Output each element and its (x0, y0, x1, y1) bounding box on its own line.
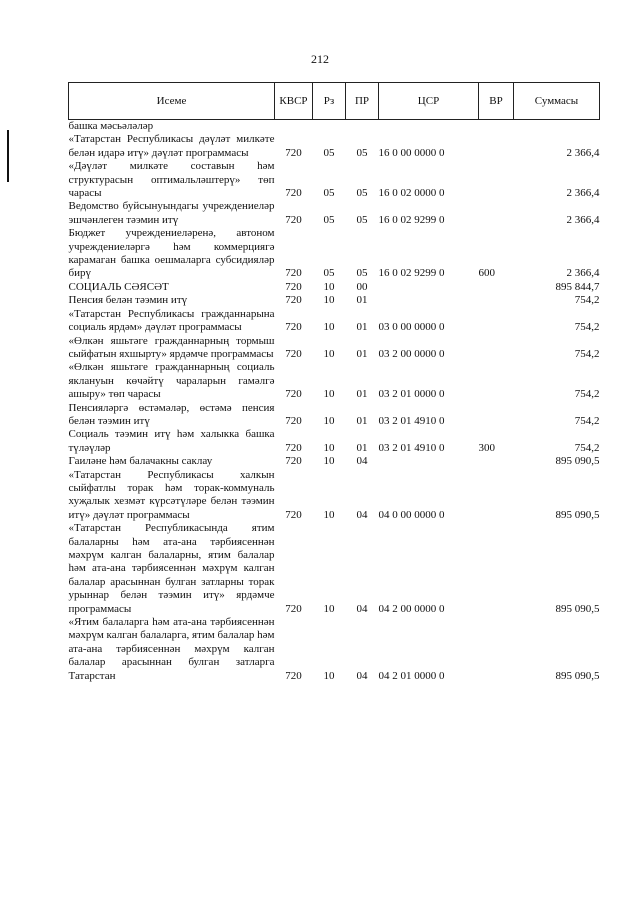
row-pr: 01 (356, 388, 368, 401)
row-rz: 10 (323, 414, 335, 427)
row-sum: 2 366,4 (566, 267, 600, 280)
row-sum: 754,2 (574, 321, 600, 334)
row-sum: 895 090,5 (555, 602, 600, 615)
row-pr: 05 (356, 267, 368, 280)
table-row (69, 200, 600, 227)
row-vr (479, 120, 514, 134)
row-sum: 895 844,7 (555, 280, 600, 293)
row-kvsr: 720 (285, 187, 302, 200)
row-vr (479, 200, 514, 227)
table-row (69, 160, 600, 200)
row-rz: 05 (323, 146, 335, 159)
row-csr: 03 2 01 4910 0 (378, 414, 445, 427)
row-kvsr: 720 (285, 321, 302, 334)
row-csr: 16 0 00 0000 0 (378, 146, 445, 159)
row-name: «Дәүләт милкәте составын һәм структурасын оптимальләштерү» төп чарасы (68, 160, 275, 200)
table-row (69, 133, 600, 160)
row-vr (479, 281, 514, 294)
row-csr: 04 0 00 0000 0 (378, 508, 445, 521)
row-vr (479, 402, 514, 429)
row-vr (479, 160, 514, 200)
row-name: «Ятим балаларга һәм ата-ана тәрбиясеннән мәхрүм калган балаларга, ятим балалар һәм ата-ана тәрбиясеннән мәхрүм калган балалар арасыннан булган затларга Татарстан (68, 616, 275, 682)
row-vr (479, 522, 514, 616)
row-kvsr: 720 (285, 602, 302, 615)
row-rz: 10 (323, 669, 335, 682)
row-kvsr: 720 (285, 294, 302, 307)
row-kvsr: 720 (285, 146, 302, 159)
row-name: «Өлкән яшьтәге гражданнарның тормыш сыйфатын яхшырту» ярдәмче программасы (68, 334, 275, 360)
row-sum: 895 090,5 (555, 508, 600, 521)
row-sum: 895 090,5 (555, 455, 600, 468)
table-row (69, 281, 600, 294)
row-sum: 2 366,4 (566, 146, 600, 159)
row-pr: 05 (356, 187, 368, 200)
row-pr: 00 (356, 280, 368, 293)
row-vr: 600 (478, 267, 495, 280)
row-name: «Татарстан Республикасы халкын сыйфатлы торак һәм торак-коммуналь хуҗалык хезмәт күрсәтүләре белән тәэмин итү» дәүләт программасы (68, 468, 275, 521)
row-rz (313, 120, 346, 134)
row-pr: 01 (356, 441, 368, 454)
column-header-kvsr: КВСР (275, 83, 313, 120)
row-pr: 05 (356, 213, 368, 226)
row-vr: 300 (478, 441, 495, 454)
table-row (69, 522, 600, 616)
row-vr (479, 469, 514, 523)
row-name: Пенсияләргә өстәмәләр, өстәмә пенсия белән тәэмин итү (68, 401, 275, 427)
table-header-row (69, 83, 600, 120)
row-kvsr: 720 (285, 213, 302, 226)
table-row (69, 335, 600, 362)
row-sum: 754,2 (574, 388, 600, 401)
table-row (69, 227, 600, 281)
row-rz: 05 (323, 187, 335, 200)
row-csr: 16 0 02 9299 0 (378, 267, 445, 280)
row-name: Бюджет учреждениеләренә, автоном учреждениеләргә һәм коммерциягә карамаган башка оешмаларга субсидияләр бирү (68, 227, 275, 280)
row-name: «Татарстан Республикасы гражданнарына социаль ярдәм» дәүләт программасы (68, 307, 275, 334)
row-rz: 10 (323, 347, 335, 360)
row-csr (379, 455, 479, 468)
row-kvsr (275, 120, 313, 134)
row-rz: 05 (323, 267, 335, 280)
row-vr (479, 308, 514, 335)
row-vr (479, 294, 514, 307)
row-pr: 05 (356, 146, 368, 159)
row-pr (346, 120, 379, 134)
row-name: «Өлкән яшьтәге гражданнарның социаль яклануын көчәйтү чараларын гамәлгә ашыру» төп чарасы (68, 361, 275, 401)
row-kvsr: 720 (285, 388, 302, 401)
row-vr (479, 133, 514, 160)
row-vr (479, 455, 514, 468)
row-name: Пенсия белән тәэмин итү (68, 294, 188, 307)
row-sum: 754,2 (574, 347, 600, 360)
row-csr (379, 281, 479, 294)
row-csr: 16 0 02 9299 0 (378, 213, 445, 226)
row-csr: 04 2 00 0000 0 (378, 602, 445, 615)
row-vr (479, 616, 514, 683)
table-row (69, 469, 600, 523)
row-rz: 10 (323, 294, 335, 307)
row-csr: 16 0 02 0000 0 (378, 187, 445, 200)
row-vr (479, 361, 514, 401)
row-rz: 10 (323, 388, 335, 401)
column-header-csr: ЦСР (379, 83, 479, 120)
row-name: «Татарстан Республикасы дәүләт милкәте белән идарә итү» дәүләт программасы (68, 133, 275, 159)
table-row (69, 294, 600, 307)
table-row (69, 455, 600, 468)
row-rz: 10 (323, 455, 335, 468)
row-name: Социаль тәэмин итү һәм халыкка башка түләүләр (68, 428, 275, 454)
row-name: Гаиләне һәм балачакны саклау (68, 455, 213, 468)
row-pr: 04 (356, 508, 368, 521)
table-row (69, 428, 600, 455)
row-kvsr: 720 (285, 414, 302, 427)
row-name: «Татарстан Республикасында ятим балаларны һәм ата-ана тәрбиясеннән мәхрүм калган балаларны, ятим балалар һәм ата-ана тәрбиясеннән мәхрүм калган балалар арасыннан булган затларны торак урыннар белән тәэмин итү» ярдәмче программасы (68, 522, 275, 615)
row-kvsr: 720 (285, 280, 302, 293)
row-sum: 2 366,4 (566, 187, 600, 200)
row-sum: 754,2 (574, 414, 600, 427)
row-sum: 754,2 (574, 441, 600, 454)
row-kvsr: 720 (285, 347, 302, 360)
row-pr: 01 (356, 294, 368, 307)
column-header-name: Исеме (69, 83, 275, 120)
column-header-sum: Суммасы (514, 83, 600, 120)
table-row (69, 120, 600, 134)
row-pr: 04 (356, 669, 368, 682)
row-pr: 04 (356, 455, 368, 468)
scan-edge-mark (7, 130, 9, 182)
row-rz: 10 (323, 441, 335, 454)
row-sum: 754,2 (574, 294, 600, 307)
row-rz: 10 (323, 602, 335, 615)
row-csr (379, 294, 479, 307)
row-csr: 03 0 00 0000 0 (378, 321, 445, 334)
table-row (69, 308, 600, 335)
row-csr: 03 2 01 4910 0 (378, 441, 445, 454)
row-kvsr: 720 (285, 508, 302, 521)
row-csr: 04 2 01 0000 0 (378, 669, 445, 682)
row-kvsr: 720 (285, 455, 302, 468)
page-number: 212 (311, 52, 329, 66)
row-rz: 05 (323, 213, 335, 226)
table-row (69, 402, 600, 429)
row-vr (479, 335, 514, 362)
row-csr: 03 2 01 0000 0 (378, 388, 445, 401)
row-kvsr: 720 (285, 669, 302, 682)
row-sum: 2 366,4 (566, 213, 600, 226)
row-name: башка мәсьәләләр (68, 120, 154, 132)
budget-table (68, 82, 600, 683)
row-name: СОЦИАЛЬ СӘЯСӘТ (68, 280, 169, 293)
row-csr (379, 120, 479, 134)
column-header-pr: ПР (346, 83, 379, 120)
column-header-rz: Рз (313, 83, 346, 120)
row-rz: 10 (323, 321, 335, 334)
table-body (69, 120, 600, 684)
row-pr: 01 (356, 414, 368, 427)
row-pr: 01 (356, 347, 368, 360)
column-header-vr: ВР (479, 83, 514, 120)
row-kvsr: 720 (285, 441, 302, 454)
row-rz: 10 (323, 508, 335, 521)
row-sum: 895 090,5 (555, 669, 600, 682)
row-name: Ведомство буйсынуындагы учреждениеләр эшчәнлеген тәэмин итү (68, 200, 275, 226)
row-pr: 04 (356, 602, 368, 615)
table-row (69, 616, 600, 683)
table-row (69, 361, 600, 401)
row-kvsr: 720 (285, 267, 302, 280)
row-rz: 10 (323, 280, 335, 293)
row-csr: 03 2 00 0000 0 (378, 347, 445, 360)
row-sum (514, 120, 600, 134)
row-pr: 01 (356, 321, 368, 334)
